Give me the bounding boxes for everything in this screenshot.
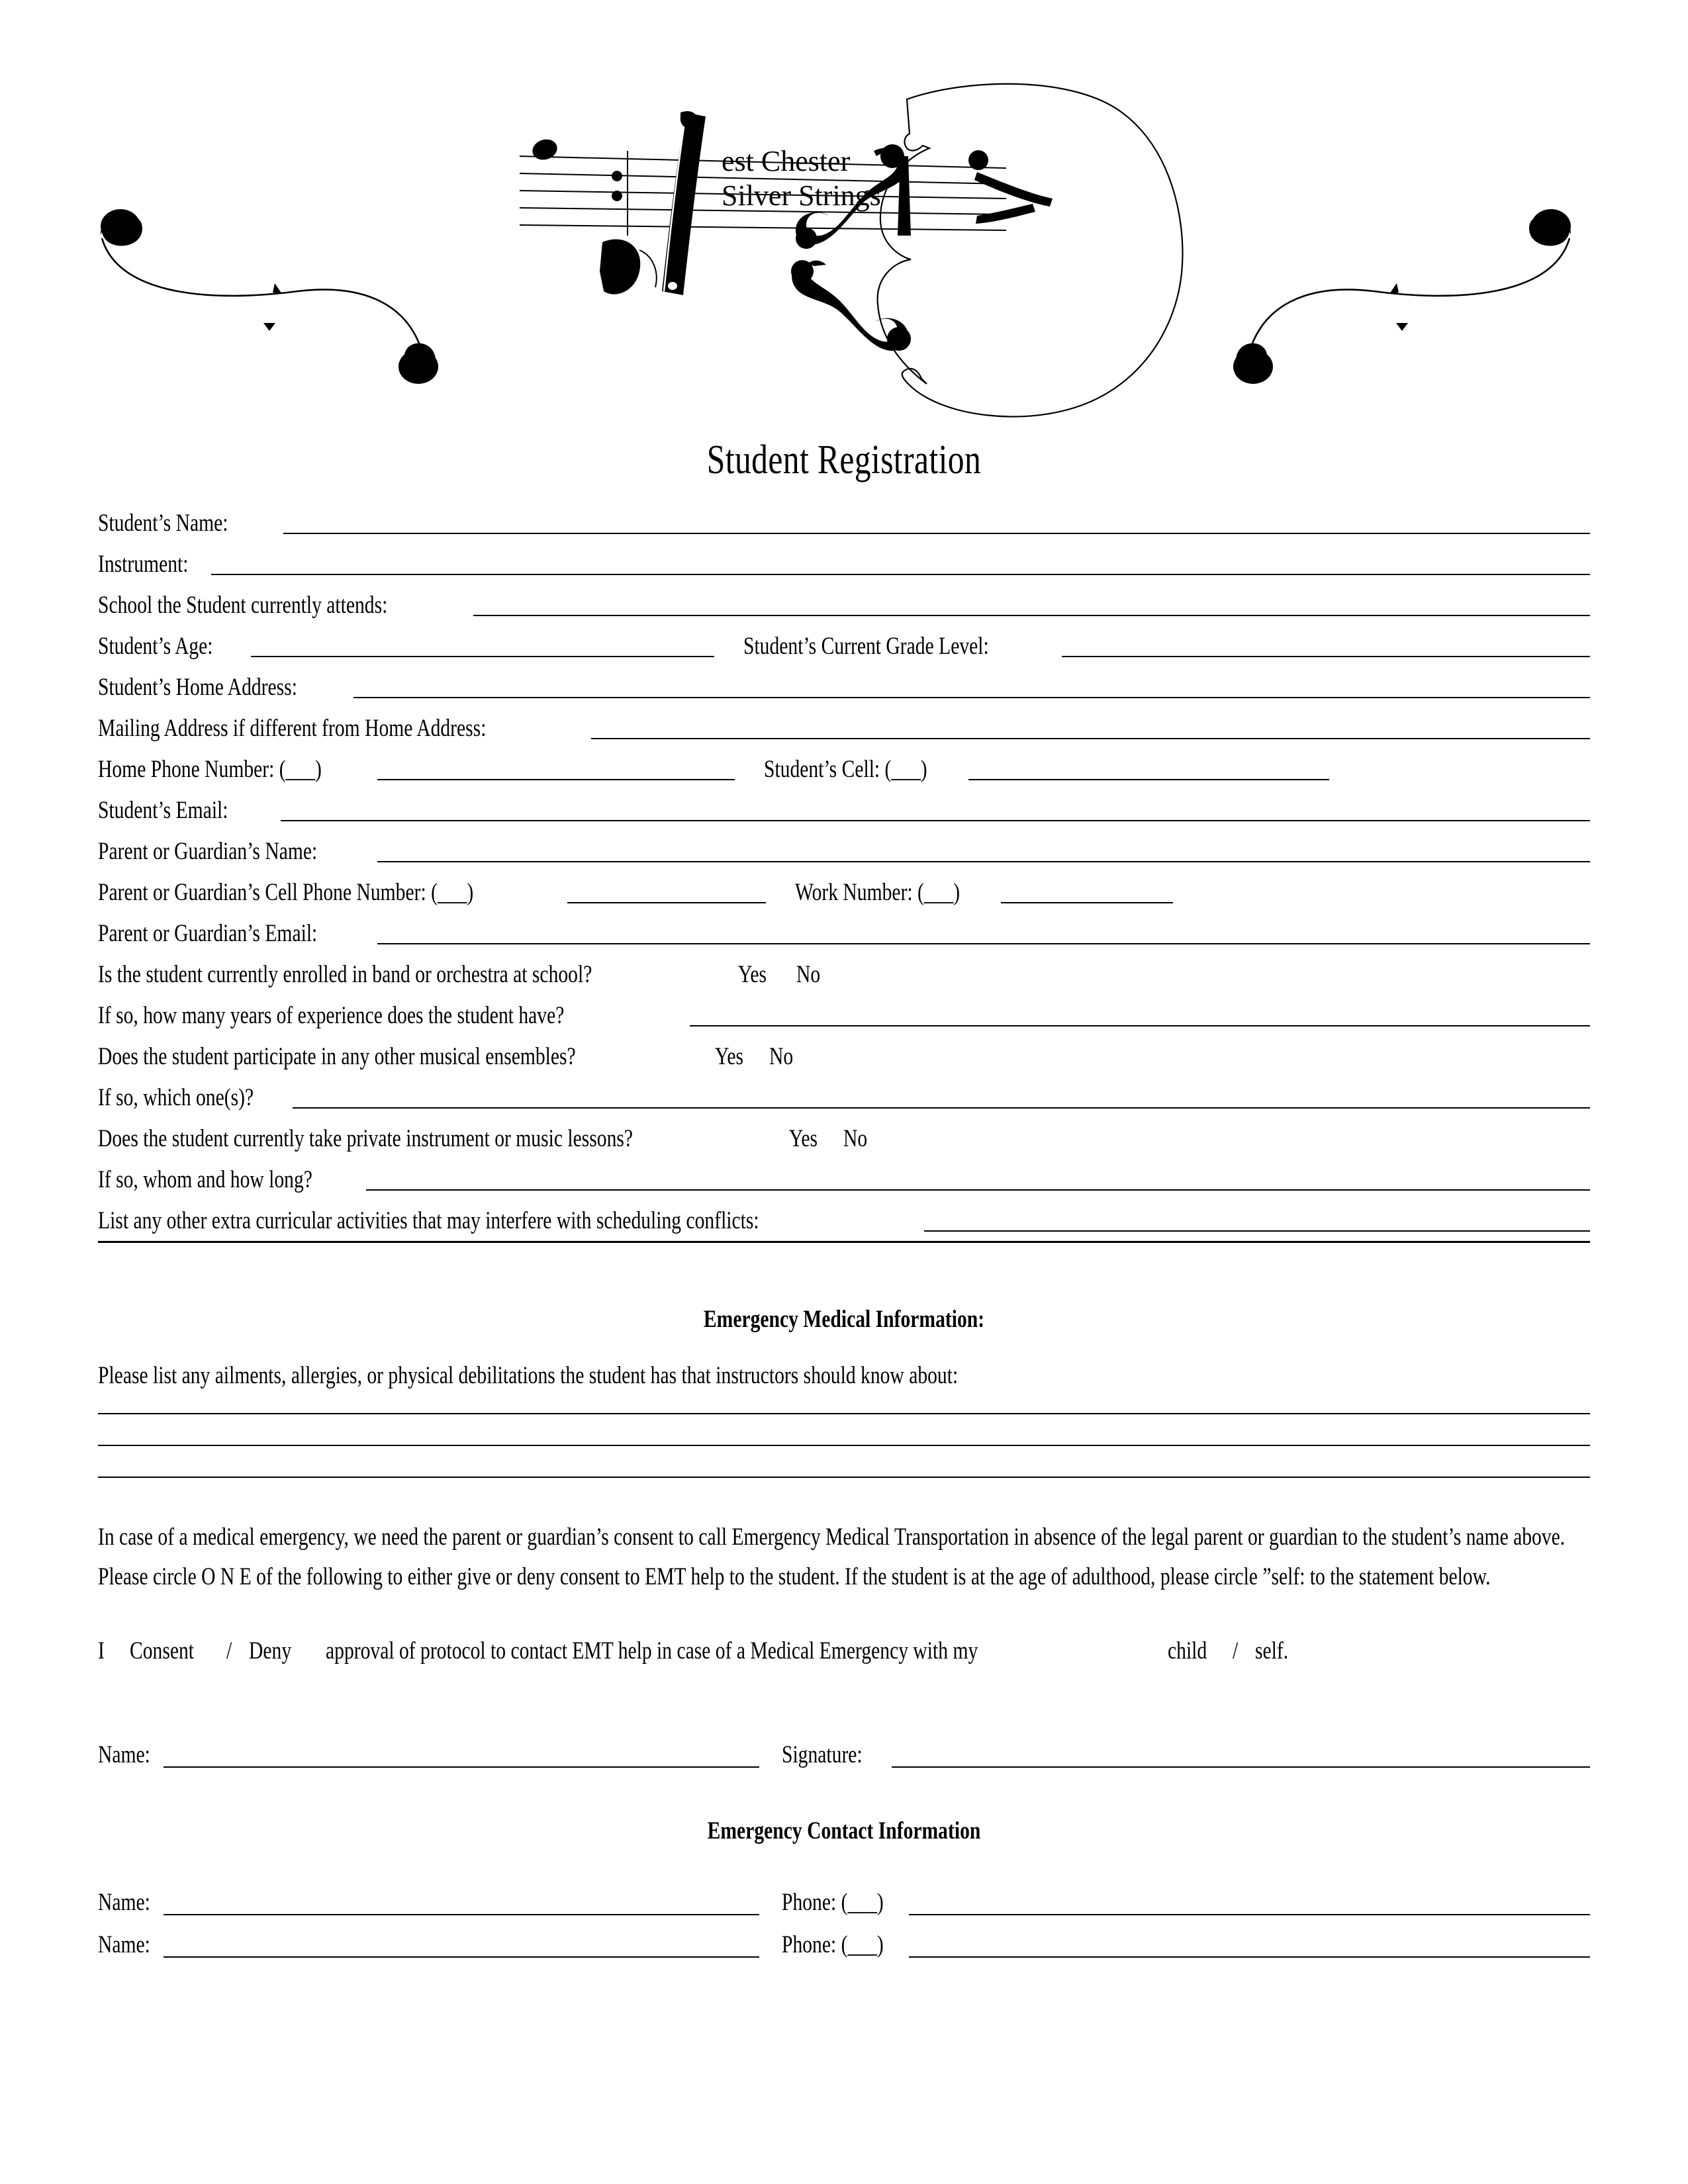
emergency-contact-2-phone-input[interactable] [909,1956,1590,1958]
mailing-address-label: Mailing Address if different from Home Address: [98,715,487,742]
emergency-contact-1-phone-label: Phone: (___) [781,1888,884,1916]
emergency-contact-row-1 [98,1876,1590,1918]
q-whom-input[interactable] [366,1189,1590,1191]
parent-name-label: Parent or Guardian’s Name: [98,838,318,865]
q-extracurricular-input[interactable] [924,1230,1590,1232]
signature-name-input[interactable] [164,1766,759,1768]
parent-cell-input[interactable] [567,902,766,903]
logo-line2-text: Silver Strings [722,179,881,212]
parent-email-label: Parent or Guardian’s Email: [98,920,318,947]
consent-paragraph-text: In case of a medical emergency, we need the parent or guardian’s consent to call Emergency Medical Transportation in absence of the legal parent or guardian to the student’s name above. Please circle O N E of the following to either give or deny consent to EMT help to the student. If the student is at the age of adulthood, please circle ”self: to the statement below. [98,1523,1566,1590]
q-ensembles-label: Does the student participate in any other musical ensembles? [98,1043,576,1070]
emergency-medical-heading: Emergency Medical Information: [703,1306,985,1333]
deny-option[interactable]: Deny [248,1637,292,1664]
field-row-parent-phones [98,865,1590,906]
q-which-label: If so, which one(s)? [98,1084,254,1111]
school-input[interactable] [473,615,1590,616]
emergency-contact-section [0,1876,1688,1960]
question-row-other-ensembles [98,1029,1590,1070]
field-row-student-email [98,783,1590,824]
home-address-input[interactable] [353,697,1590,698]
consent-pronoun-label: I [98,1637,105,1664]
q-enrolled-label: Is the student currently enrolled in band or orchestra at school? [98,961,592,988]
emergency-contact-2-phone-label: Phone: (___) [781,1931,884,1958]
q-enrolled-yes-option[interactable]: Yes [737,961,767,988]
student-name-label: Student’s Name: [98,510,228,537]
emergency-contact-1-name-input[interactable] [164,1914,759,1915]
q-years-label: If so, how many years of experience does the student have? [98,1002,565,1029]
work-number-input[interactable] [1001,902,1173,903]
field-row-age-grade [98,619,1590,660]
student-cell-label: Student’s Cell: (___) [764,756,928,783]
mailing-address-input[interactable] [591,738,1590,739]
consent-option[interactable]: Consent [130,1637,195,1664]
question-row-enrolled [98,947,1590,988]
header-banner [0,0,1688,437]
field-row-parent-name [98,824,1590,865]
question-row-private-lessons [98,1111,1590,1152]
medical-blank-line-2[interactable] [98,1445,1590,1446]
age-input[interactable] [251,656,714,657]
student-email-label: Student’s Email: [98,797,228,824]
instrument-input[interactable] [211,574,1590,575]
age-label: Student’s Age: [98,633,213,660]
signature-input[interactable] [892,1766,1590,1768]
signature-name-label: Name: [98,1741,150,1768]
q-years-input[interactable] [690,1025,1590,1026]
school-label: School the Student currently attends: [98,592,388,619]
home-address-label: Student’s Home Address: [98,674,297,701]
consent-slash-2: / [1232,1637,1238,1664]
violin-staff-logo-icon [503,73,1231,447]
emergency-medical-section [0,1356,1688,1770]
student-cell-input[interactable] [968,779,1329,780]
music-flourish-right-icon [1221,172,1592,387]
consent-middle-text: approval of protocol to contact EMT help in case of a Medical Emergency with my [326,1637,978,1664]
field-row-instrument [98,537,1590,578]
parent-email-input[interactable] [377,943,1590,944]
parent-cell-label: Parent or Guardian’s Cell Phone Number: (___) [98,879,474,906]
consent-selection-row [98,1626,1590,1664]
registration-form [0,496,1688,1234]
q-lessons-no-option[interactable]: No [843,1125,868,1152]
medical-blank-line-1[interactable] [98,1413,1590,1414]
grade-input[interactable] [1062,656,1590,657]
signature-label: Signature: [781,1741,863,1768]
student-email-input[interactable] [281,820,1590,821]
field-row-parent-email [98,906,1590,947]
q-extracurricular-label: List any other extra curricular activities that may interfere with scheduling conflicts: [98,1207,759,1234]
work-number-label: Work Number: (___) [795,879,961,906]
q-lessons-label: Does the student currently take private instrument or music lessons? [98,1125,633,1152]
page-title: Student Registration [706,437,982,482]
q-which-input[interactable] [293,1107,1590,1109]
grade-label: Student’s Current Grade Level: [743,633,989,660]
field-row-mailing-address [98,701,1590,742]
field-row-student-name [98,496,1590,537]
consent-slash-1: / [226,1637,232,1664]
emergency-contact-row-2 [98,1918,1590,1960]
q-ensembles-yes-option[interactable]: Yes [715,1043,744,1070]
home-phone-input[interactable] [377,779,735,780]
question-row-which-ensembles [98,1070,1590,1111]
home-phone-label: Home Phone Number: (___) [98,756,322,783]
q-whom-label: If so, whom and how long? [98,1166,312,1193]
field-row-home-address [98,660,1590,701]
emergency-contact-2-name-label: Name: [98,1931,150,1958]
logo-line1-text: est Chester [722,145,851,177]
emergency-contact-1-name-label: Name: [98,1888,150,1916]
emergency-contact-heading: Emergency Contact Information [707,1817,981,1844]
field-row-school [98,578,1590,619]
medical-prompt-text: Please list any ailments, allergies, or physical debilitations the student has that instructors should know about: [98,1362,959,1389]
question-row-years-experience [98,988,1590,1029]
question-row-whom-how-long [98,1152,1590,1193]
q-enrolled-no-option[interactable]: No [796,961,820,988]
question-row-extra-curricular [98,1193,1590,1234]
field-row-phones [98,742,1590,783]
instrument-label: Instrument: [98,551,189,578]
q-ensembles-no-option[interactable]: No [769,1043,794,1070]
emergency-contact-2-name-input[interactable] [164,1956,759,1958]
student-name-input[interactable] [283,533,1590,534]
emergency-contact-1-phone-input[interactable] [909,1914,1590,1915]
self-option[interactable]: self. [1254,1637,1289,1664]
signature-row [98,1728,1590,1770]
music-flourish-left-icon [79,172,450,387]
q-lessons-yes-option[interactable]: Yes [789,1125,818,1152]
parent-name-input[interactable] [377,861,1590,862]
medical-blank-line-3[interactable] [98,1477,1590,1478]
child-option[interactable]: child [1167,1637,1207,1664]
